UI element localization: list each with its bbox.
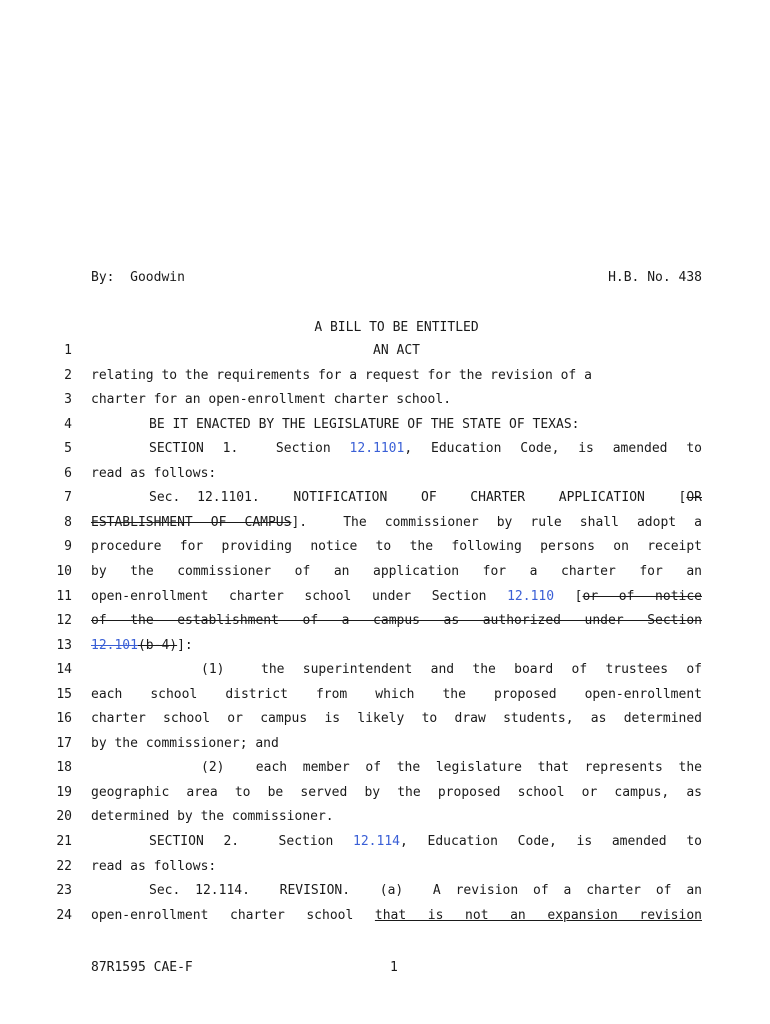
struck-text: of the establishment of a campus as authorized under Section [91, 613, 702, 628]
line-text: [ [554, 589, 583, 604]
bill-line [91, 589, 702, 604]
bill-line [91, 809, 702, 824]
bill-line [91, 908, 702, 923]
author-name: Goodwin [130, 270, 185, 285]
line-number: 1 [64, 343, 72, 358]
bill-line [91, 687, 702, 702]
line-number: 8 [64, 515, 72, 530]
line-number: 16 [56, 711, 72, 726]
bill-line [91, 392, 702, 407]
bill-line [91, 883, 702, 898]
bill-line [91, 834, 702, 849]
line-number: 24 [56, 908, 72, 923]
line-text: SECTION 1. Section [149, 441, 350, 456]
bill-line [91, 417, 702, 432]
struck-text: OR [686, 490, 702, 505]
line-text: Sec. 12.114. REVISION. (a) A revision of a charter of an [149, 883, 702, 898]
line-text: , Education Code, is amended to [400, 834, 702, 849]
statute-link[interactable]: 12.110 [507, 589, 555, 604]
struck-text: or of notice [582, 589, 702, 604]
bill-line [91, 515, 702, 530]
page-number: 1 [390, 960, 398, 975]
line-number: 22 [56, 859, 72, 874]
bill-line [91, 711, 702, 726]
bill-line [91, 638, 702, 653]
line-number: 2 [64, 368, 72, 383]
line-text: SECTION 2. Section [149, 834, 354, 849]
bill-line [91, 466, 702, 481]
by-label: By: [91, 270, 115, 285]
bill-line [91, 859, 702, 874]
line-number: 10 [56, 564, 72, 579]
inserted-text: that is not an expansion revision [374, 908, 702, 923]
bill-line [91, 736, 702, 751]
line-text: open-enrollment charter school under Section [91, 589, 508, 604]
line-text: determined by the commissioner. [91, 809, 334, 824]
line-number: 4 [64, 417, 72, 432]
bill-line [91, 564, 702, 579]
bill-line [91, 785, 702, 800]
line-number: 20 [56, 809, 72, 824]
line-text: (2) each member of the legislature that represents the [201, 760, 702, 775]
line-number: 3 [64, 392, 72, 407]
bill-title: A BILL TO BE ENTITLED [314, 320, 479, 335]
line-text: ]: [177, 638, 193, 653]
line-text: by the commissioner of an application for a charter for an [91, 564, 702, 579]
line-number: 9 [64, 539, 72, 554]
statute-link[interactable]: 12.114 [353, 834, 400, 849]
line-number: 13 [56, 638, 72, 653]
line-number: 5 [64, 441, 72, 456]
line-number: 12 [56, 613, 72, 628]
bill-line [91, 539, 702, 554]
statute-link[interactable]: 12.101 [91, 638, 138, 653]
bill-line [91, 441, 702, 456]
line-text: ]. The commissioner by rule shall adopt a [291, 515, 702, 530]
line-text: AN ACT [373, 343, 420, 358]
line-text: by the commissioner; and [91, 736, 279, 751]
line-text: charter school or campus is likely to draw students, as determined [91, 711, 702, 726]
line-number: 19 [56, 785, 72, 800]
bill-line [91, 662, 702, 677]
statute-link[interactable]: 12.1101 [349, 441, 405, 456]
line-number: 15 [56, 687, 72, 702]
line-text: geographic area to be served by the proposed school or campus, as [91, 785, 702, 800]
line-text: Sec. 12.1101. NOTIFICATION OF CHARTER APPLICATION [ [149, 490, 687, 505]
line-number: 6 [64, 466, 72, 481]
line-number: 21 [56, 834, 72, 849]
struck-text: ESTABLISHMENT OF CAMPUS [91, 515, 292, 530]
bill-line [91, 343, 702, 358]
line-number: 17 [56, 736, 72, 751]
line-text: open-enrollment charter school [91, 908, 375, 923]
line-number: 18 [56, 760, 72, 775]
line-text: , Education Code, is amended to [404, 441, 702, 456]
line-text: charter for an open-enrollment charter school. [91, 392, 452, 407]
bill-line [91, 613, 702, 628]
line-number: 14 [56, 662, 72, 677]
line-number: 7 [64, 490, 72, 505]
author-label [91, 270, 185, 285]
document-id: 87R1595 CAE-F [91, 960, 193, 975]
bill-line [91, 760, 702, 775]
struck-text: (b-4) [137, 638, 178, 653]
line-number: 11 [56, 589, 72, 604]
bill-line [91, 490, 702, 505]
line-number: 23 [56, 883, 72, 898]
line-text: (1) the superintendent and the board of trustees of [201, 662, 702, 677]
line-text: procedure for providing notice to the following persons on receipt [91, 539, 702, 554]
line-text: read as follows: [91, 859, 217, 874]
bill-number: H.B. No. 438 [608, 270, 702, 285]
line-text: read as follows: [91, 466, 217, 481]
bill-line [91, 368, 702, 383]
line-text: BE IT ENACTED BY THE LEGISLATURE OF THE STATE OF TEXAS: [149, 417, 580, 432]
line-text: relating to the requirements for a request for the revision of a [91, 368, 592, 383]
line-text: each school district from which the proposed open-enrollment [91, 687, 702, 702]
